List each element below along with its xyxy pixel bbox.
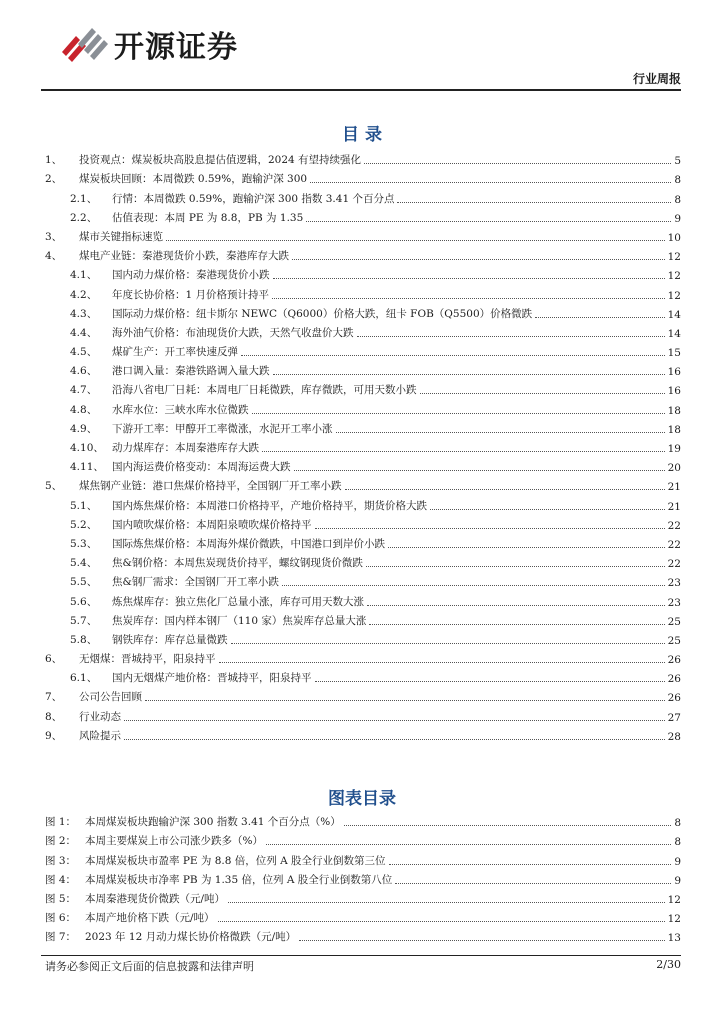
dot-leader bbox=[310, 182, 671, 183]
entry-page-number: 14 bbox=[667, 308, 681, 321]
toc-entry[interactable] bbox=[45, 225, 681, 244]
dot-leader bbox=[219, 662, 665, 663]
entry-title: 2023 年 12 月动力煤长协价格微跌（元/吨） bbox=[85, 931, 297, 944]
entry-number: 2.2、 bbox=[70, 211, 98, 224]
entry-page-number: 13 bbox=[667, 932, 681, 945]
entry-number: 2.1、 bbox=[70, 192, 98, 205]
entry-title: 无烟煤：晋城持平，阳泉持平 bbox=[79, 653, 216, 666]
entry-page-number: 18 bbox=[667, 423, 681, 436]
kaiyuan-logo-icon bbox=[58, 22, 110, 66]
toc-entry[interactable] bbox=[45, 589, 681, 608]
entry-number: 4.6、 bbox=[70, 365, 98, 378]
entry-title: 年度长协价格：1 月价格预计持平 bbox=[112, 288, 270, 301]
toc-entry[interactable] bbox=[45, 302, 681, 321]
entry-number: 4.8、 bbox=[70, 403, 98, 416]
toc-title: 目 录 bbox=[342, 125, 382, 145]
entry-page-number: 9 bbox=[674, 212, 681, 225]
dot-leader bbox=[430, 509, 665, 510]
entry-title: 焦&钢厂需求：全国钢厂开工率小跌 bbox=[112, 576, 279, 589]
entry-number: 图 4： bbox=[45, 873, 77, 886]
dot-leader bbox=[266, 844, 671, 845]
entry-page-number: 10 bbox=[667, 231, 681, 244]
dot-leader bbox=[218, 921, 665, 922]
dot-leader bbox=[366, 566, 665, 567]
toc-entry[interactable] bbox=[45, 551, 681, 570]
entry-title: 下游开工率：甲醇开工率微涨，水泥开工率小涨 bbox=[112, 422, 333, 435]
dot-leader bbox=[345, 489, 665, 490]
entry-title: 投资观点：煤炭板块高股息提估值逻辑，2024 有望持续强化 bbox=[79, 154, 362, 167]
dot-leader bbox=[315, 528, 665, 529]
entry-title: 港口调入量：秦港铁路调入量大跌 bbox=[112, 365, 270, 378]
toc-entry[interactable] bbox=[45, 609, 681, 628]
dot-leader bbox=[315, 681, 665, 682]
brand-logo bbox=[58, 22, 238, 66]
toc-entry[interactable] bbox=[45, 263, 681, 282]
toc-entry[interactable] bbox=[45, 704, 681, 723]
toc-entry[interactable] bbox=[45, 148, 681, 167]
entry-title: 煤焦钢产业链：港口焦煤价格持平，全国钢厂开工率小跌 bbox=[79, 480, 342, 493]
entry-title: 煤电产业链：秦港现货价小跌，秦港库存大跌 bbox=[79, 250, 289, 263]
entry-title: 国内无烟煤产地价格：晋城持平，阳泉持平 bbox=[112, 672, 312, 685]
entry-title: 本周煤炭板块市净率 PB 为 1.35 倍，位列 A 股全行业倒数第八位 bbox=[85, 873, 393, 886]
dot-leader bbox=[420, 393, 665, 394]
entry-number: 5.3、 bbox=[70, 537, 98, 550]
entry-number: 4、 bbox=[45, 250, 63, 263]
entry-page-number: 9 bbox=[674, 874, 681, 887]
entry-title: 估值表现：本周 PE 为 8.8，PB 为 1.35 bbox=[112, 211, 304, 224]
dot-leader bbox=[231, 643, 665, 644]
entry-page-number: 12 bbox=[667, 893, 681, 906]
toc-entry[interactable] bbox=[45, 666, 681, 685]
toc-entry[interactable] bbox=[45, 186, 681, 205]
entry-title: 国内喷吹煤价格：本周阳泉喷吹煤价格持平 bbox=[112, 518, 312, 531]
toc-entry[interactable] bbox=[45, 493, 681, 512]
dot-leader bbox=[364, 163, 671, 164]
entry-title: 本周煤炭板块市盈率 PE 为 8.8 倍，位列 A 股全行业倒数第三位 bbox=[85, 854, 386, 867]
entry-page-number: 15 bbox=[667, 347, 681, 360]
header-divider bbox=[41, 89, 681, 91]
toc-entry[interactable] bbox=[45, 474, 681, 493]
page-number: 2/30 bbox=[656, 958, 681, 971]
entry-title: 煤市关键指标速览 bbox=[79, 230, 163, 243]
toc-entry[interactable] bbox=[45, 378, 681, 397]
dot-leader bbox=[395, 883, 671, 884]
entry-number: 6.1、 bbox=[70, 672, 98, 685]
entry-page-number: 8 bbox=[674, 193, 681, 206]
entry-title: 国际炼焦煤价格：本周海外煤价微跌，中国港口到岸价小跌 bbox=[112, 537, 385, 550]
entry-page-number: 5 bbox=[674, 155, 681, 168]
entry-page-number: 19 bbox=[667, 443, 681, 455]
entry-number: 4.7、 bbox=[70, 384, 98, 397]
dot-leader bbox=[262, 451, 665, 452]
dot-leader bbox=[272, 298, 665, 299]
entry-title: 煤炭板块回顾：本周微跌 0.59%，跑输沪深 300 bbox=[79, 173, 308, 186]
entry-number: 图 5： bbox=[45, 892, 77, 905]
entry-page-number: 12 bbox=[667, 270, 681, 283]
entry-title: 本周煤炭板块跑输沪深 300 指数 3.41 个百分点（%） bbox=[85, 816, 341, 829]
dot-leader bbox=[124, 739, 665, 740]
entry-title: 焦炭库存：国内样本钢厂（110 家）焦炭库存总量大涨 bbox=[112, 614, 367, 627]
logo-text: 开源证券 bbox=[114, 30, 238, 65]
dot-leader bbox=[389, 864, 672, 865]
entry-title: 水库水位：三峡水库水位微跌 bbox=[112, 403, 249, 416]
entry-page-number: 25 bbox=[667, 615, 681, 628]
figures-toc-title: 图表目录 bbox=[328, 789, 396, 809]
entry-number: 4.5、 bbox=[70, 346, 98, 359]
entry-page-number: 18 bbox=[667, 404, 681, 417]
entry-number: 5.5、 bbox=[70, 576, 98, 589]
entry-title: 炼焦煤库存：独立焦化厂总量小涨，库存可用天数大涨 bbox=[112, 595, 364, 608]
entry-number: 图 7： bbox=[45, 931, 77, 944]
entry-page-number: 12 bbox=[667, 289, 681, 302]
toc-entry[interactable] bbox=[45, 340, 681, 359]
entry-title: 钢铁库存：库存总量微跌 bbox=[112, 633, 228, 646]
entry-number: 3、 bbox=[45, 230, 63, 243]
entry-number: 图 1： bbox=[45, 816, 77, 829]
dot-leader bbox=[397, 202, 671, 203]
entry-page-number: 23 bbox=[667, 577, 681, 590]
entry-number: 8、 bbox=[45, 710, 63, 723]
toc-entry[interactable] bbox=[45, 532, 681, 551]
entry-title: 国内海运费价格变动：本周海运费大跌 bbox=[112, 461, 291, 474]
entry-number: 5.7、 bbox=[70, 614, 98, 627]
footer-divider bbox=[41, 955, 681, 956]
entry-title: 风险提示 bbox=[79, 729, 121, 742]
figure-toc-entry[interactable] bbox=[45, 906, 681, 925]
dot-leader bbox=[241, 355, 665, 356]
entry-page-number: 28 bbox=[667, 730, 681, 743]
toc-entry[interactable] bbox=[45, 244, 681, 263]
dot-leader bbox=[228, 902, 665, 903]
entry-page-number: 22 bbox=[667, 558, 681, 571]
toc-entry[interactable] bbox=[45, 455, 681, 474]
entry-title: 焦&钢价格：本周焦炭现货价持平，螺纹钢现货价微跌 bbox=[112, 557, 363, 570]
entry-number: 图 2： bbox=[45, 835, 77, 848]
toc-entry[interactable] bbox=[45, 397, 681, 416]
entry-page-number: 22 bbox=[667, 538, 681, 551]
entry-number: 4.11、 bbox=[70, 461, 104, 474]
entry-title: 沿海八省电厂日耗：本周电厂日耗微跌，库存微跌，可用天数小跌 bbox=[112, 384, 417, 397]
entry-page-number: 26 bbox=[667, 692, 681, 705]
dot-leader bbox=[299, 940, 664, 941]
entry-page-number: 16 bbox=[667, 366, 681, 379]
entry-page-number: 12 bbox=[667, 913, 681, 926]
entry-title: 国内动力煤价格：秦港现货价小跌 bbox=[112, 269, 270, 282]
entry-page-number: 16 bbox=[667, 385, 681, 398]
entry-number: 5.1、 bbox=[70, 499, 98, 512]
figure-toc-entry[interactable] bbox=[45, 810, 681, 829]
toc-entry[interactable] bbox=[45, 685, 681, 704]
dot-leader bbox=[273, 278, 665, 279]
toc-entry[interactable] bbox=[45, 417, 681, 436]
entry-title: 国际动力煤价格：纽卡斯尔 NEWC（Q6000）价格大跌，纽卡 FOB（Q5500）价格微跌 bbox=[112, 307, 533, 320]
dot-leader bbox=[344, 825, 672, 826]
toc-entry[interactable] bbox=[45, 282, 681, 301]
entry-number: 4.9、 bbox=[70, 422, 98, 435]
entry-page-number: 8 bbox=[674, 836, 681, 849]
entry-page-number: 23 bbox=[667, 596, 681, 609]
figure-toc-entry[interactable] bbox=[45, 925, 681, 944]
figure-toc-entry[interactable] bbox=[45, 868, 681, 887]
entry-page-number: 21 bbox=[667, 481, 681, 494]
toc-entry[interactable] bbox=[45, 321, 681, 340]
entry-number: 图 3： bbox=[45, 854, 77, 867]
entry-page-number: 14 bbox=[667, 327, 681, 340]
entry-page-number: 8 bbox=[674, 174, 681, 187]
entry-title: 国内炼焦煤价格：本周港口价格持平，产地价格持平，期货价格大跌 bbox=[112, 499, 427, 512]
dot-leader bbox=[367, 605, 665, 606]
figures-toc-list bbox=[45, 810, 681, 944]
figure-toc-entry[interactable] bbox=[45, 848, 681, 867]
entry-title: 行情：本周微跌 0.59%，跑输沪深 300 指数 3.41 个百分点 bbox=[112, 192, 395, 205]
entry-title: 公司公告回顾 bbox=[79, 691, 142, 704]
entry-title: 行业动态 bbox=[79, 710, 121, 723]
entry-number: 5.4、 bbox=[70, 557, 98, 570]
dot-leader bbox=[292, 259, 665, 260]
entry-title: 动力煤库存：本周秦港库存大跌 bbox=[112, 442, 259, 454]
entry-number: 4.2、 bbox=[70, 288, 98, 301]
entry-page-number: 12 bbox=[667, 251, 681, 264]
entry-title: 本周产地价格下跌（元/吨） bbox=[85, 912, 215, 925]
entry-page-number: 26 bbox=[667, 673, 681, 686]
figure-toc-entry[interactable] bbox=[45, 887, 681, 906]
toc-entry[interactable] bbox=[45, 570, 681, 589]
entry-number: 5、 bbox=[45, 480, 63, 493]
entry-title: 本周秦港现货价微跌（元/吨） bbox=[85, 892, 226, 905]
dot-leader bbox=[252, 413, 665, 414]
dot-leader bbox=[145, 700, 665, 701]
entry-page-number: 25 bbox=[667, 634, 681, 647]
toc-entry[interactable] bbox=[45, 628, 681, 647]
entry-title: 本周主要煤炭上市公司涨少跌多（%） bbox=[85, 835, 263, 848]
entry-number: 4.10、 bbox=[70, 442, 104, 454]
entry-number: 5.2、 bbox=[70, 518, 98, 531]
entry-page-number: 8 bbox=[674, 817, 681, 830]
entry-number: 4.1、 bbox=[70, 269, 98, 282]
dot-leader bbox=[294, 470, 665, 471]
dot-leader bbox=[535, 317, 665, 318]
entry-page-number: 26 bbox=[667, 654, 681, 667]
toc-list bbox=[45, 148, 681, 743]
dot-leader bbox=[306, 221, 671, 222]
entry-number: 4.4、 bbox=[70, 326, 98, 339]
dot-leader bbox=[124, 720, 665, 721]
toc-entry[interactable] bbox=[45, 206, 681, 225]
entry-title: 海外油气价格：布油现货价大跌，天然气收盘价大跌 bbox=[112, 326, 354, 339]
toc-entry[interactable] bbox=[45, 359, 681, 378]
entry-page-number: 27 bbox=[667, 711, 681, 724]
dot-leader bbox=[388, 547, 665, 548]
entry-page-number: 21 bbox=[667, 500, 681, 513]
footer-disclaimer: 请务必参阅正文后面的信息披露和法律声明 bbox=[45, 960, 254, 973]
entry-title: 煤矿生产：开工率快速反弹 bbox=[112, 346, 238, 359]
toc-entry[interactable] bbox=[45, 647, 681, 666]
dot-leader bbox=[369, 624, 664, 625]
dot-leader bbox=[282, 585, 665, 586]
entry-number: 9、 bbox=[45, 729, 63, 742]
entry-number: 图 6： bbox=[45, 912, 77, 925]
dot-leader bbox=[273, 374, 665, 375]
toc-entry[interactable] bbox=[45, 724, 681, 743]
entry-page-number: 22 bbox=[667, 519, 681, 532]
toc-entry[interactable] bbox=[45, 436, 681, 455]
entry-number: 1、 bbox=[45, 154, 63, 167]
entry-number: 7、 bbox=[45, 691, 63, 704]
dot-leader bbox=[166, 240, 665, 241]
entry-number: 2、 bbox=[45, 173, 63, 186]
entry-number: 4.3、 bbox=[70, 307, 98, 320]
dot-leader bbox=[336, 432, 665, 433]
entry-number: 5.8、 bbox=[70, 633, 98, 646]
entry-page-number: 20 bbox=[667, 462, 681, 475]
entry-number: 6、 bbox=[45, 653, 63, 666]
report-type-label: 行业周报 bbox=[632, 72, 681, 86]
toc-entry[interactable] bbox=[45, 513, 681, 532]
entry-page-number: 9 bbox=[674, 855, 681, 868]
toc-entry[interactable] bbox=[45, 167, 681, 186]
dot-leader bbox=[357, 336, 665, 337]
entry-number: 5.6、 bbox=[70, 595, 98, 608]
figure-toc-entry[interactable] bbox=[45, 829, 681, 848]
